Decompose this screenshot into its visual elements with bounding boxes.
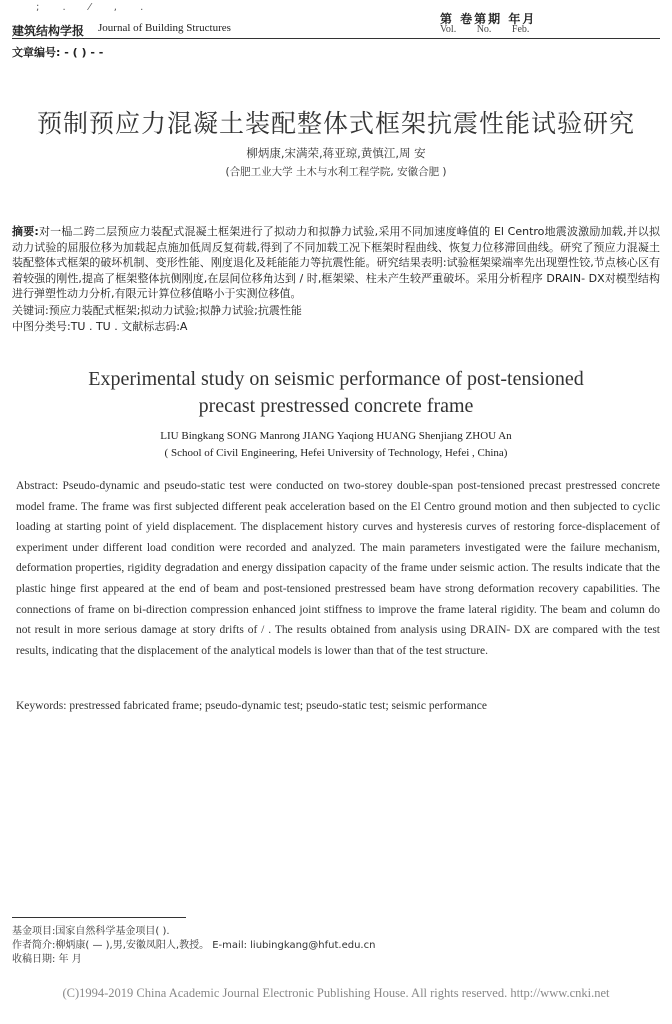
keywords-cn: 关键词:预应力装配式框架;拟动力试验;拟静力试验;抗震性能	[12, 304, 302, 317]
journal-name-en: Journal of Building Structures	[98, 22, 231, 34]
footnote-author: 作者简介:柳炳康( — ),男,安徽凤阳人,教授。 E-mail: liubingkang@hfut.edu.cn	[12, 940, 376, 951]
header-marks: ; . ⁄ , .	[36, 2, 154, 13]
abstract-cn	[12, 224, 660, 302]
footnote-funding: 基金项目:国家自然科学基金项目( ).	[12, 926, 170, 937]
copyright-footer: (C)1994-2019 China Academic Journal Electronic Publishing House. All rights reserved. http://www.cnki.net	[62, 986, 610, 1000]
issue-info-cn: 第 卷第期 年月	[440, 12, 537, 26]
issue-info-en: Vol. No. Feb.	[440, 24, 530, 35]
footnote-received: 收稿日期: 年 月	[12, 954, 82, 965]
classification-cn: 中图分类号:TU . TU . 文献标志码:A	[12, 320, 188, 333]
title-en-line-2: precast prestressed concrete frame	[198, 395, 474, 417]
authors-en: LIU Bingkang SONG Manrong JIANG Yaqiong HUANG Shenjiang ZHOU An	[160, 430, 512, 442]
abstract-en-text: Pseudo-dynamic and pseudo-static test were conducted on two-storey double-span post-tensioned precast prestressed concrete model frame. The frame was first subjected different peak acceleration based on the El Centro ground motion and then subjected to cyclic loading at starting point of yield displacement. The displacement history curves and hysteresis curves of restoring force-displacement of experiment under different load condition were recorded and analyzed. The main parameters investigated were the failure mechanism, deformation properties, rigidity degradation and energy dissipation capacity of the frame under seismic action. The results indicate that the plastic hinge first appeared at the end of beam and post-tensioned prestressed beam have strong deformation recovery capabilities. The connections of frame on bi-direction compression enhanced joint stiffness to improve the frame lateral rigidity. The beam and column do not result in more serious damage at story drifts of / . The results obtained from analysis using DRAIN- DX are compared with the test results, indicating that the displacement of the analytical models is lower than that of the test structure.	[16, 480, 660, 657]
affiliation-cn: (合肥工业大学 土木与水利工程学院, 安徽合肥 )	[225, 166, 447, 178]
title-en-line-1: Experimental study on seismic performance of post-tensioned	[88, 368, 584, 390]
abstract-en-label: Abstract:	[16, 480, 59, 492]
header-rule	[12, 38, 660, 39]
abstract-cn-text: 对一榀二跨二层预应力装配式混凝土框架进行了拟动力和拟静力试验,采用不同加速度峰值的 El Centro地震波激励加载,并以拟动力试验的屈服位移为加载起点施加低周反复荷载,得到了不同加载工况下框架时程曲线、恢复力位移滞回曲线。研究了预应力混凝土装配整体式框架的破坏机制、变形性能、刚度退化及耗能能力等抗震性能。研究结果表明:试验框架梁端率先出现塑性铰,节点核心区有着较强的刚性,提高了框架整体抗侧刚度,在层间位移角达到 / 时,框架梁、柱未产生较严重破坏。采用分析程序 DRAIN- DX对模型结构进行弹塑性动力分析,有限元计算位移值略小于实测位移值。	[12, 225, 660, 301]
title-en	[0, 366, 672, 420]
keywords-en: Keywords: prestressed fabricated frame; pseudo-dynamic test; pseudo-static test; seismic performance	[16, 700, 488, 712]
title-cn: 预制预应力混凝土装配整体式框架抗震性能试验研究	[36, 109, 635, 138]
affiliation-en: ( School of Civil Engineering, Hefei University of Technology, Hefei , China)	[164, 447, 508, 459]
footnote-rule	[12, 917, 186, 918]
abstract-cn-label: 摘要:	[12, 225, 39, 238]
journal-name-cn: 建筑结构学报	[12, 24, 85, 38]
article-number: 文章编号: - ( ) - -	[12, 46, 104, 59]
authors-cn: 柳炳康,宋满荣,蒋亚琼,黄慎江,周 安	[246, 146, 426, 160]
abstract-en	[16, 476, 660, 661]
